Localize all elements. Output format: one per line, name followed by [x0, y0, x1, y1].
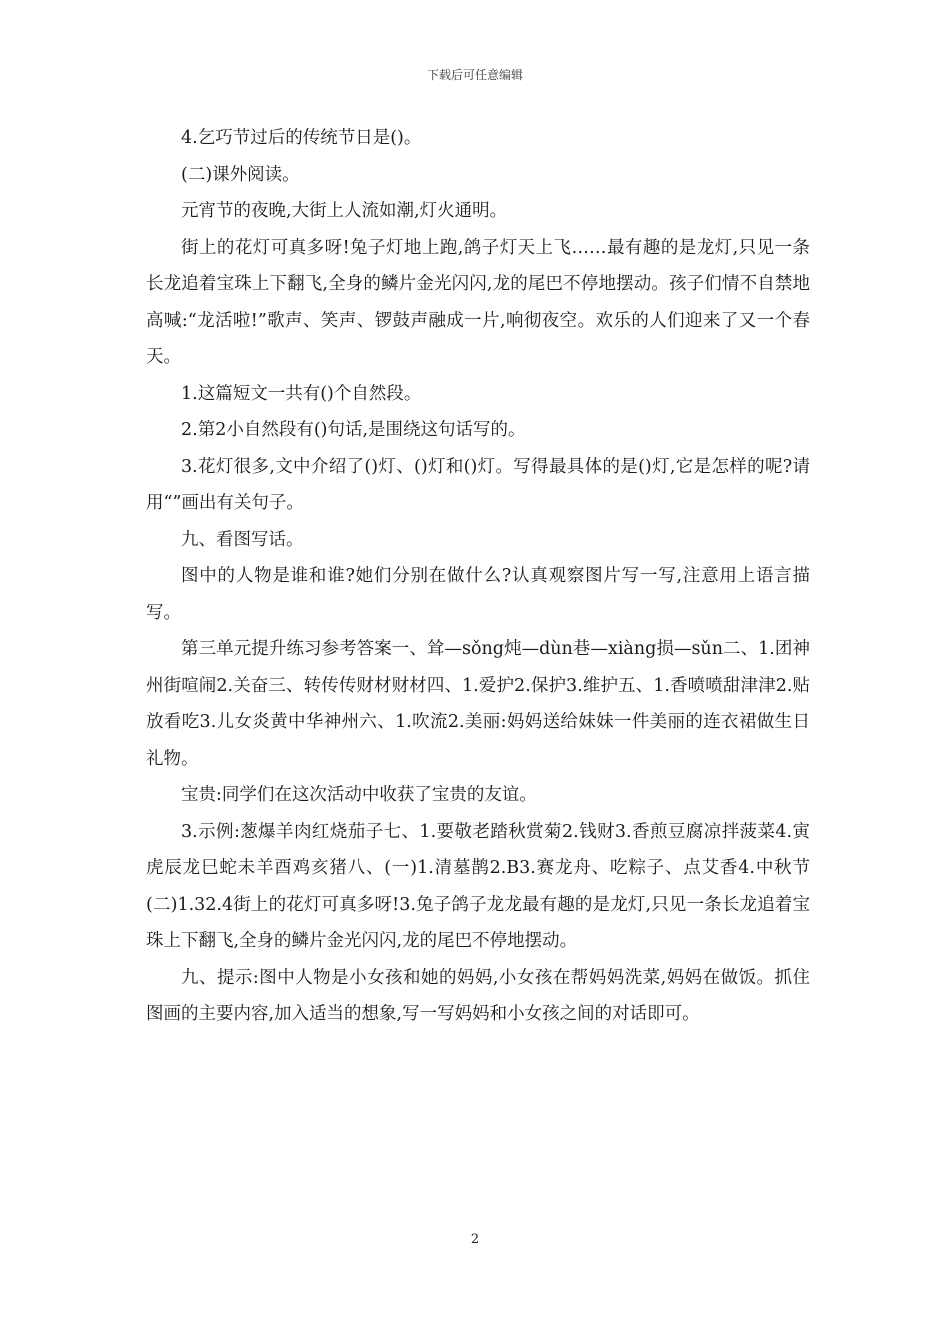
question-4: 4.乞巧节过后的传统节日是()。: [181, 128, 422, 148]
answer-key-part-3: 3.示例:葱爆羊肉红烧茄子七、1.要敬老踏秋赏菊2.钱财3.香煎豆腐凉拌菠菜4.寅虎辰龙巳蛇未羊酉鸡亥猪八、(一)1.清墓鹊2.B3.赛龙舟、吃粽子、点艾香4.中秋节(二)1.32.4街上的花灯可真多呀!3.兔子鸽子龙龙最有趣的是龙灯,只见一条长龙追着宝珠上下翻飞,全身的鳞片金光闪闪,龙的尾巴不停地摆动。: [146, 821, 810, 951]
picture-writing-prompt: 图中的人物是谁和谁?她们分别在做什么?认真观察图片写一写,注意用上语言描写。: [146, 566, 810, 623]
section-picture-writing: 九、看图写话。: [181, 529, 304, 550]
document-body: [146, 120, 810, 1033]
reading-paragraph-2: 街上的花灯可真多呀!兔子灯地上跑,鸽子灯天上飞……最有趣的是龙灯,只见一条长龙追着宝珠上下翻飞,全身的鳞片金光闪闪,龙的尾巴不停地摆动。孩子们情不自禁地高喊:“龙活啦!”歌声、笑声、锣鼓声融成一片,响彻夜空。欢乐的人们迎来了又一个春天。: [146, 237, 810, 367]
reading-paragraph-1: 元宵节的夜晚,大街上人流如潮,灯火通明。: [181, 201, 508, 221]
answer-key-part-2: 宝贵:同学们在这次活动中收获了宝贵的友谊。: [181, 785, 537, 805]
page-header: 下载后可任意编辑: [426, 68, 523, 82]
answer-key-part-4: 九、提示:图中人物是小女孩和她的妈妈,小女孩在帮妈妈洗菜,妈妈在做饭。抓住图画的主要内容,加入适当的想象,写一写妈妈和小女孩之间的对话即可。: [146, 967, 810, 1024]
reading-question-1: 1.这篇短文一共有()个自然段。: [181, 383, 422, 404]
reading-question-3: 3.花灯很多,文中介绍了()灯、()灯和()灯。写得最具体的是()灯,它是怎样的呢?请用“”画出有关句子。: [146, 456, 810, 513]
section-extracurricular-reading: (二)课外阅读。: [181, 164, 300, 185]
page-number: 2: [470, 1232, 480, 1247]
reading-question-2: 2.第2小自然段有()句话,是围绕这句话写的。: [181, 420, 526, 440]
answer-key-part-1: 第三单元提升练习参考答案一、耸—sǒng炖—dùn巷—xiàng损—sǔn二、1.团神州街喧闹2.关奋三、转传传财材财材四、1.爱护2.保护3.维护五、1.香喷喷甜津津2.贴放看吃3.儿女炎黄中华神州六、1.吹流2.美丽:妈妈送给妹妹一件美丽的连衣裙做生日礼物。: [146, 639, 810, 769]
